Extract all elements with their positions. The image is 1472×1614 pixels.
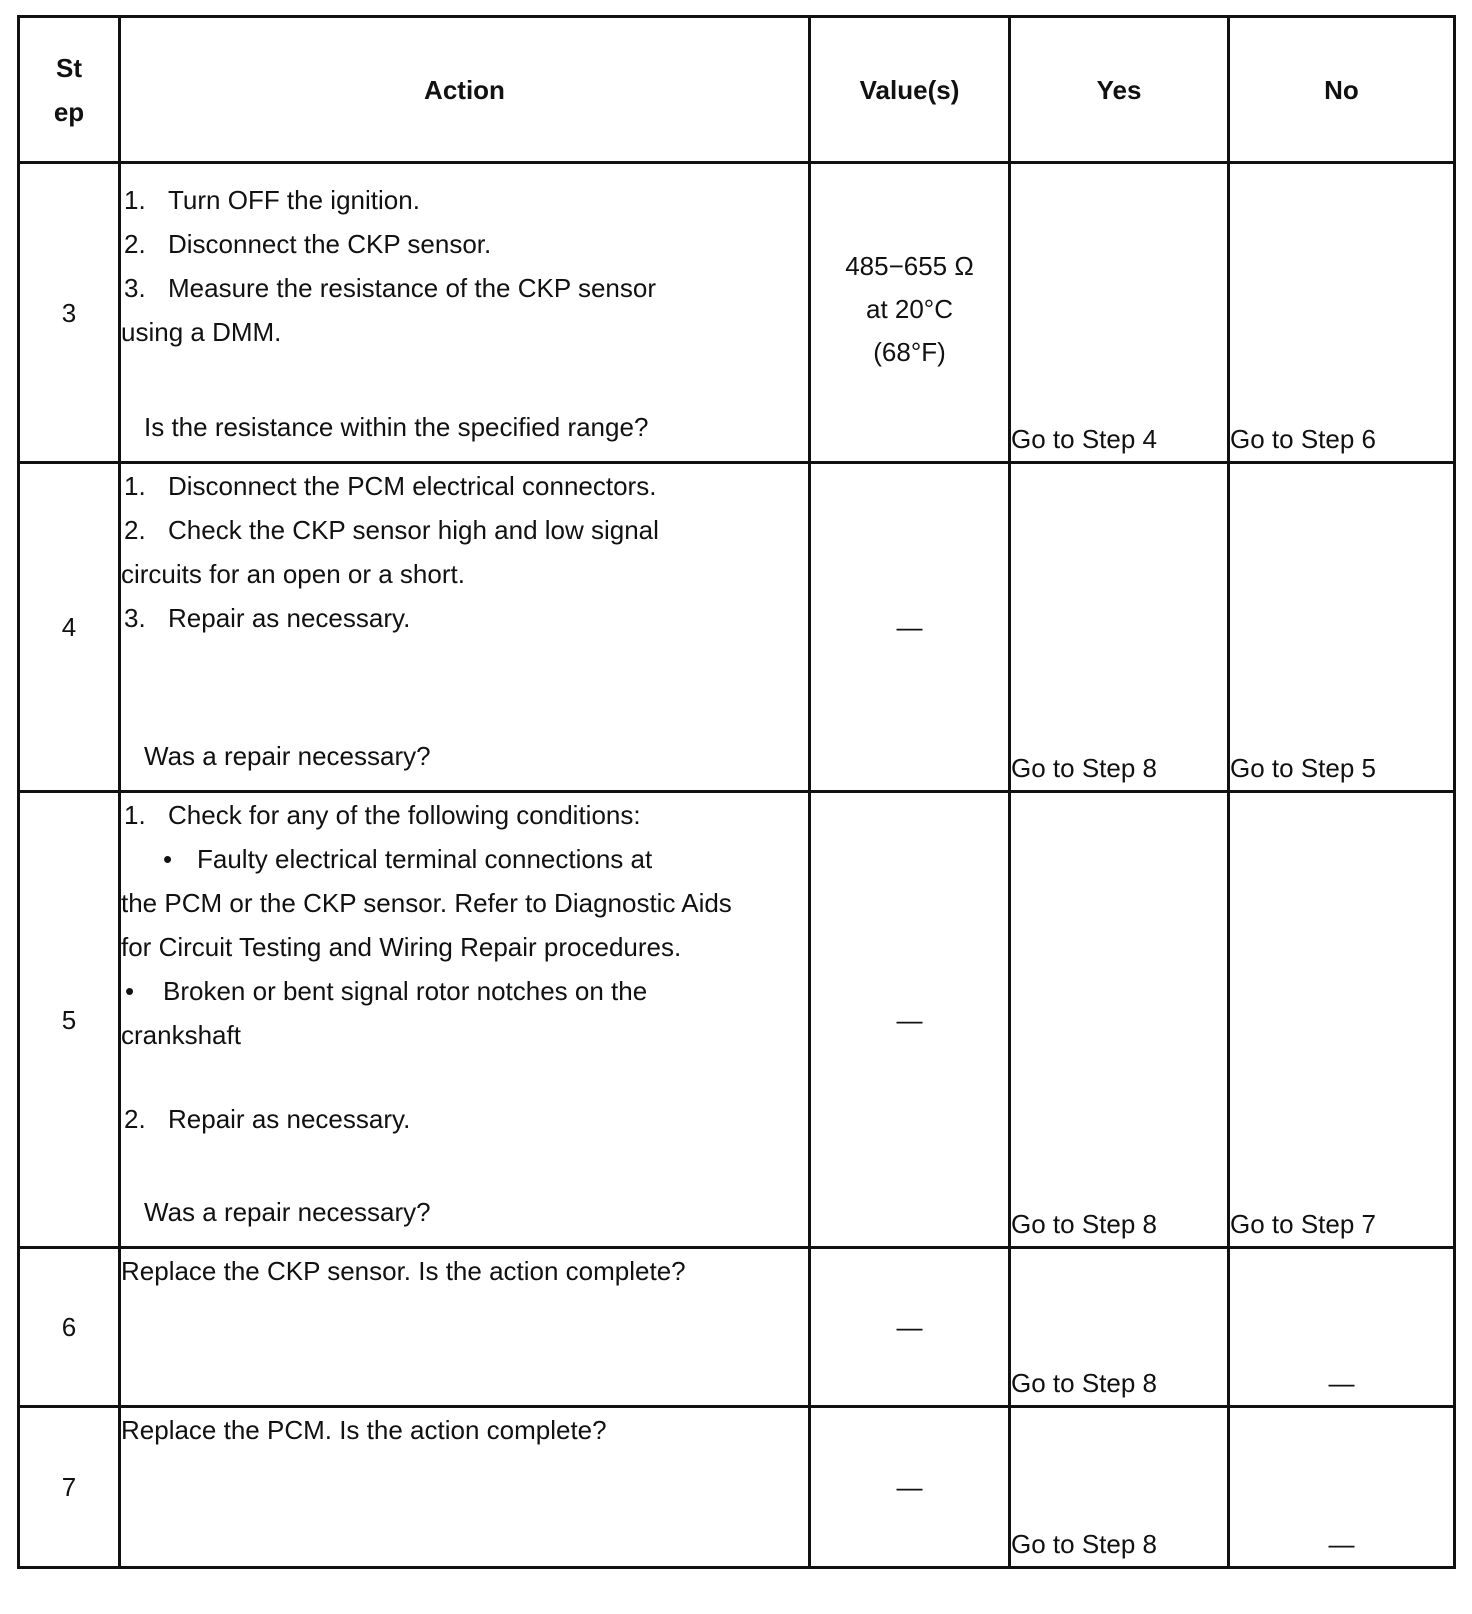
value-cell: [810, 1407, 1010, 1568]
value-cell: [810, 463, 1010, 792]
list-item: 2. Disconnect the CKP sensor.: [124, 229, 492, 259]
bullet-continuation: the PCM or the CKP sensor. Refer to Diagnostic Aids: [121, 888, 732, 918]
header-yes: Yes: [1010, 17, 1229, 163]
action-cell: [120, 792, 810, 1248]
step-number: 4: [19, 463, 120, 792]
bullet-item: • Faulty electrical terminal connections at: [121, 837, 808, 881]
table-row: [19, 163, 1455, 463]
action-text: Replace the CKP sensor. Is the action complete?: [121, 1256, 686, 1286]
list-item: 1. Check for any of the following conditions:: [124, 800, 641, 830]
header-step-line1: St: [56, 52, 82, 83]
value-cell: [810, 163, 1010, 463]
action-cell: [120, 463, 810, 792]
question-text: Was a repair necessary?: [144, 741, 431, 771]
table-row: [19, 1248, 1455, 1407]
value-cell: [810, 1248, 1010, 1407]
value-dash: —: [896, 1312, 923, 1342]
header-row: [19, 17, 1455, 163]
list-item: 2. Check the CKP sensor high and low signal: [124, 515, 659, 545]
value-dash: —: [896, 1472, 923, 1502]
header-step: [19, 17, 120, 163]
action-cell: [120, 1248, 810, 1407]
bullet-icon: •: [125, 976, 135, 1006]
value-line: 485−655 Ω: [845, 251, 974, 281]
no-cell: —: [1229, 1248, 1455, 1407]
diagnostic-table: [17, 15, 1456, 1569]
list-item: 1. Disconnect the PCM electrical connectors.: [124, 471, 657, 501]
header-no: No: [1229, 17, 1455, 163]
value-dash: —: [896, 612, 923, 642]
table-row: [19, 463, 1455, 792]
yes-cell: Go to Step 8: [1010, 1407, 1229, 1568]
list-item: 1. Turn OFF the ignition.: [124, 185, 420, 215]
question-text: Is the resistance within the specified range?: [144, 412, 649, 442]
step-number: 3: [19, 163, 120, 463]
no-cell: Go to Step 6: [1229, 163, 1455, 463]
no-cell: Go to Step 7: [1229, 792, 1455, 1248]
bullet-continuation: crankshaft: [121, 1020, 241, 1050]
step-number: 6: [19, 1248, 120, 1407]
value-dash: —: [896, 1004, 923, 1035]
yes-cell: Go to Step 8: [1010, 463, 1229, 792]
bullet-icon: •: [163, 844, 173, 874]
list-item-continuation: using a DMM.: [121, 317, 282, 347]
yes-cell: Go to Step 4: [1010, 163, 1229, 463]
yes-cell: Go to Step 8: [1010, 1248, 1229, 1407]
action-text: Replace the PCM. Is the action complete?: [121, 1415, 607, 1445]
value-line: (68°F): [873, 337, 946, 367]
header-values: Value(s): [810, 17, 1010, 163]
no-cell: —: [1229, 1407, 1455, 1568]
no-cell: Go to Step 5: [1229, 463, 1455, 792]
header-action: Action: [120, 17, 810, 163]
bullet-item: • Broken or bent signal rotor notches on the: [121, 969, 808, 1013]
table-row: [19, 1407, 1455, 1568]
step-number: 7: [19, 1407, 120, 1568]
list-item-continuation: circuits for an open or a short.: [121, 559, 465, 589]
table-row: [19, 792, 1455, 1248]
step-number: 5: [19, 792, 120, 1248]
value-cell: [810, 792, 1010, 1248]
action-cell: [120, 1407, 810, 1568]
list-item: 3. Repair as necessary.: [124, 603, 411, 633]
question-text: Was a repair necessary?: [144, 1197, 431, 1227]
action-cell: [120, 163, 810, 463]
bullet-continuation: for Circuit Testing and Wiring Repair procedures.: [121, 932, 682, 962]
value-line: at 20°C: [865, 294, 953, 324]
list-item: 3. Measure the resistance of the CKP sensor: [124, 273, 656, 303]
list-item: 2. Repair as necessary.: [124, 1104, 411, 1134]
yes-cell: Go to Step 8: [1010, 792, 1229, 1248]
header-step-line2: ep: [53, 96, 85, 127]
